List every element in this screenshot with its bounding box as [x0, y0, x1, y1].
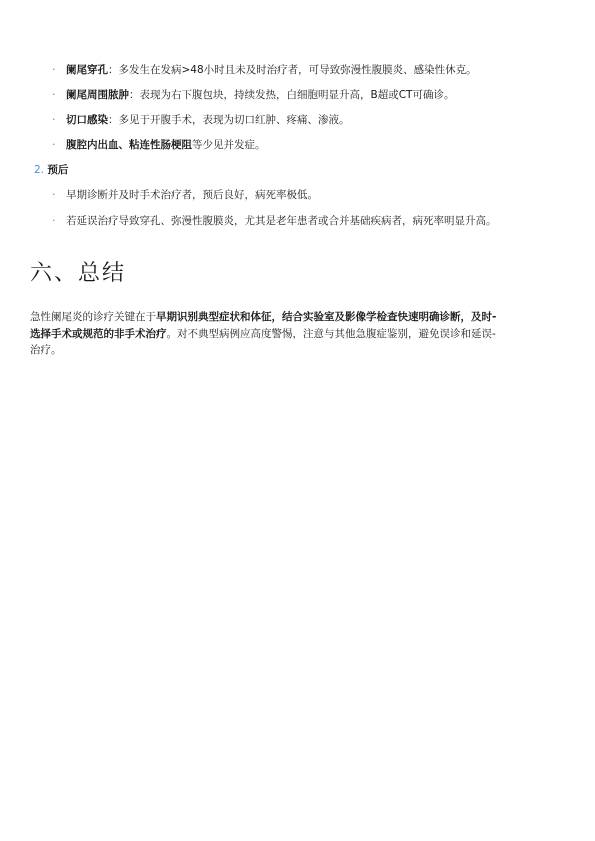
list-number: 2.: [34, 164, 45, 176]
bullet-icon: ·: [52, 88, 56, 101]
complication-text: 等少见并发症。: [192, 139, 266, 151]
prognosis-heading: [34, 162, 68, 178]
complication-text: 多见于开腹手术，表现为切口红肿、疼痛、渗液。: [118, 114, 350, 126]
complication-item: [66, 137, 566, 153]
complication-item: 阑尾穿孔：多发生在发病>48小时且未及时治疗者，可导致弥漫性腹膜炎、感染性休克。: [66, 64, 477, 76]
bullet-icon: ·: [52, 188, 56, 201]
bullet-icon: ·: [52, 63, 56, 76]
complication-title: 阑尾周围脓肿: [66, 89, 129, 101]
complication-title: 阑尾穿孔: [66, 64, 108, 76]
complication-text: 多发生在发病>48小时且未及时治疗者，可导致弥漫性腹膜炎、感染性休克。: [118, 64, 477, 76]
complication-title: 切口感染: [66, 114, 108, 126]
complication-item: 切口感染：多见于开腹手术，表现为切口红肿、疼痛、渗液。: [66, 114, 350, 126]
section-title: 六、总结: [30, 261, 127, 286]
prognosis-item: 早期诊断并及时手术治疗者，预后良好，病死率极低。: [66, 189, 318, 201]
bullet-icon: ·: [52, 113, 56, 126]
prognosis-item: 若延误治疗导致穿孔、弥漫性腹膜炎，尤其是老年患者或合并基础疾病者，病死率明显升高。: [66, 215, 497, 227]
complication-item: 阑尾周围脓肿：表现为右下腹包块，持续发热，白细胞明显升高，B超或CT可确诊。: [66, 89, 455, 101]
summary-line: 治疗。: [30, 344, 62, 356]
complication-text: 表现为右下腹包块，持续发热，白细胞明显升高，B超或CT可确诊。: [139, 89, 455, 101]
summary-paragraph: [30, 309, 570, 359]
summary-line: 急性阑尾炎的诊疗关键在于早期识别典型症状和体征，结合实验室及影像学检查快速明确诊断，及时-: [30, 311, 497, 323]
bullet-icon: ·: [52, 138, 56, 151]
complication-title: 腹腔内出血、粘连性肠梗阻: [66, 139, 192, 151]
summary-line: 选择手术或规范的非手术治疗。对不典型病例应高度警惕，注意与其他急腹症鉴别，避免误诊和延误-: [30, 327, 496, 340]
prognosis-title: 预后: [47, 164, 69, 176]
bullet-icon: ·: [52, 214, 56, 227]
